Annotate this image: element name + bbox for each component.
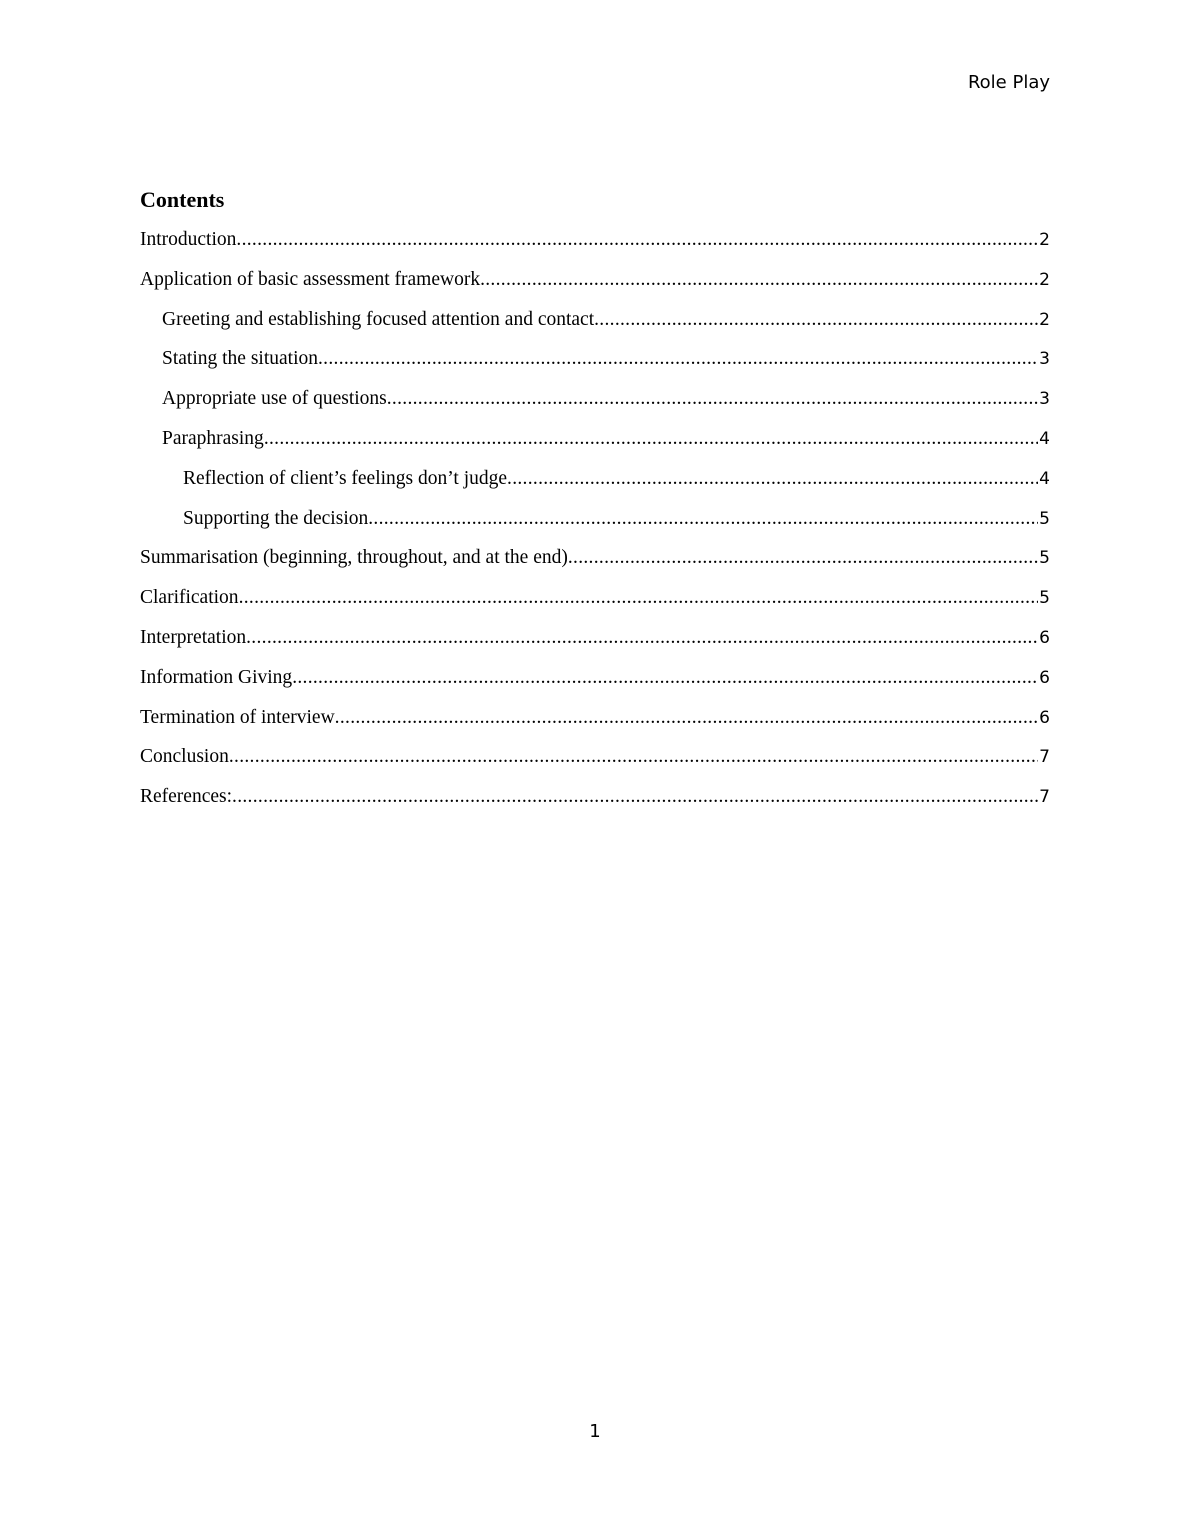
toc-entry-label: Supporting the decision	[183, 507, 369, 529]
toc-entry-label: References:	[140, 786, 233, 808]
toc-entry-label: Information Giving	[140, 666, 293, 688]
toc-entry-label: Paraphrasing	[162, 427, 264, 449]
toc-entry-label: Reflection of client’s feelings don’t judge	[183, 467, 508, 489]
toc-entry-questions[interactable]	[140, 386, 1050, 426]
toc-entry-label: Summarisation (beginning, throughout, and at the end)	[140, 547, 568, 569]
toc-entry-label: Clarification	[140, 587, 239, 609]
toc-entry-summarisation[interactable]	[140, 545, 1050, 585]
toc-entry-stating-situation[interactable]	[140, 346, 1050, 386]
toc-entry-label: Stating the situation	[162, 348, 318, 370]
page-number: 1	[589, 1421, 601, 1442]
toc-entry-paraphrasing[interactable]	[140, 426, 1050, 466]
toc-entry-greeting[interactable]	[140, 307, 1050, 347]
toc-dot-leader	[292, 665, 1038, 691]
toc-heading: Contents	[140, 187, 225, 212]
toc-entry-application-framework[interactable]	[140, 267, 1050, 307]
toc-entry-termination[interactable]	[140, 705, 1050, 745]
toc-entry-page: 4	[1039, 468, 1050, 489]
toc-entry-label: Introduction	[140, 229, 237, 250]
toc-entry-page: 4	[1039, 428, 1050, 449]
toc-entry-page: 3	[1039, 349, 1050, 370]
toc-dot-leader	[387, 386, 1038, 412]
toc-entry-page: 6	[1039, 707, 1050, 728]
toc-dot-leader	[594, 307, 1038, 333]
toc-entry-label: Conclusion	[140, 746, 229, 768]
toc-entry-supporting-decision[interactable]	[140, 506, 1050, 546]
toc-entry-page: 5	[1039, 588, 1050, 609]
toc-entry-introduction[interactable]	[140, 227, 1050, 267]
toc-dot-leader	[232, 784, 1038, 810]
toc-entry-label: Appropriate use of questions	[162, 388, 387, 410]
toc-dot-leader	[368, 506, 1038, 532]
toc-entry-conclusion[interactable]	[140, 744, 1050, 784]
toc-entry-page: 5	[1039, 508, 1050, 529]
toc-dot-leader	[568, 545, 1038, 571]
toc-entry-page: 5	[1039, 548, 1050, 569]
toc-dot-leader	[507, 466, 1038, 492]
toc-entry-interpretation[interactable]	[140, 625, 1050, 665]
toc-entry-page: 7	[1039, 787, 1050, 808]
toc-dot-leader	[236, 227, 1038, 253]
toc-dot-leader	[480, 267, 1038, 293]
table-of-contents	[140, 227, 1050, 824]
running-header: Role Play	[967, 72, 1050, 93]
toc-dot-leader	[335, 705, 1039, 731]
toc-entry-page: 3	[1039, 389, 1050, 410]
toc-entry-references[interactable]	[140, 784, 1050, 824]
toc-entry-page: 2	[1039, 269, 1050, 290]
toc-entry-reflection[interactable]	[140, 466, 1050, 506]
toc-entry-page: 6	[1039, 667, 1050, 688]
toc-entry-label: Greeting and establishing focused attention and contact	[162, 308, 595, 330]
toc-entry-page: 6	[1039, 627, 1050, 648]
toc-entry-label: Application of basic assessment framework	[140, 268, 481, 290]
toc-entry-clarification[interactable]	[140, 585, 1050, 625]
toc-dot-leader	[239, 585, 1039, 611]
toc-entry-information-giving[interactable]	[140, 665, 1050, 705]
toc-dot-leader	[264, 426, 1038, 452]
toc-dot-leader	[318, 346, 1038, 372]
toc-entry-page: 2	[1039, 309, 1050, 330]
toc-dot-leader	[246, 625, 1038, 651]
toc-entry-page: 7	[1039, 747, 1050, 768]
toc-entry-page: 2	[1039, 230, 1050, 250]
toc-entry-label: Interpretation	[140, 626, 247, 648]
toc-entry-label: Termination of interview	[140, 706, 335, 728]
toc-dot-leader	[229, 744, 1038, 770]
